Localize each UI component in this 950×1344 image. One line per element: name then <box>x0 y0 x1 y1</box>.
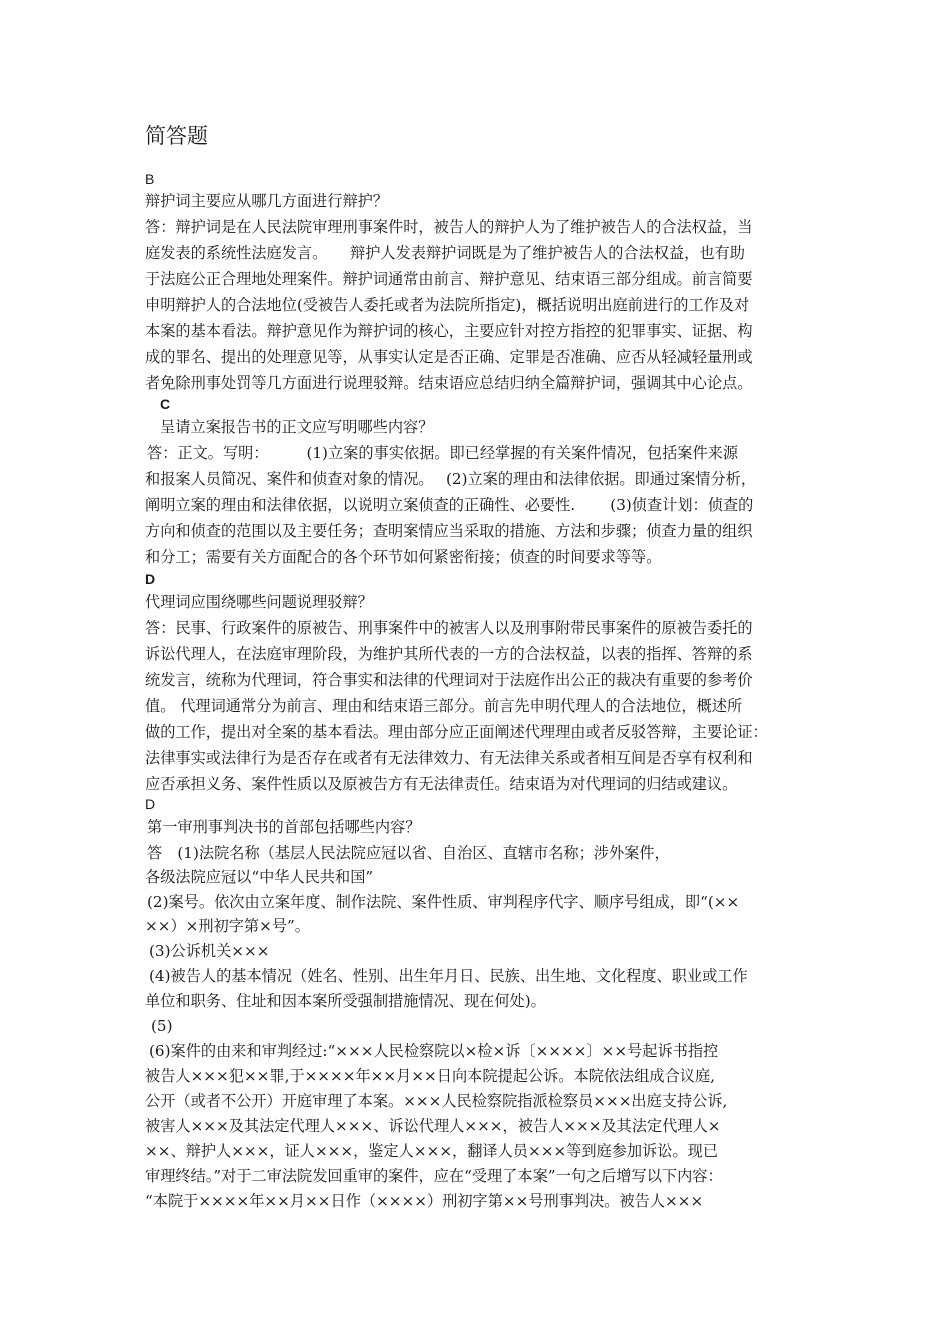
question: 辩护词主要应从哪几方面进行辩护？ <box>145 192 388 210</box>
answer-line: 被告人×××犯××罪,于××××年××月××日向本院提起公诉。本院依法组成合议庭, <box>145 1067 715 1085</box>
question: 代理词应围绕哪些问题说理驳辩？ <box>145 593 373 611</box>
question: 第一审刑事判决书的首部包括哪些内容？ <box>147 818 421 836</box>
answer-line: 各级法院应冠以“中华人民共和国” <box>145 868 374 886</box>
answer-line: (2)案号。依次由立案年度、制作法院、案件性质、审判程序代字、顺序号组成，即“(×× <box>147 893 740 911</box>
answer-line: (3)公诉机关××× <box>149 942 270 960</box>
answer-line: 答：民事、行政案件的原被告、刑事案件中的被害人以及刑事附带民事案件的原被告委托的 <box>145 619 753 637</box>
answer-line: 本案的基本看法。辩护意见作为辩护词的核心，主要应针对控方指控的犯罪事实、证据、构 <box>145 322 753 340</box>
answer-line: ××）×刑初字第×号”。 <box>145 917 310 935</box>
answer-line: “本院于××××年××月××日作（××××）刑初字第××号刑事判决。被告人××× <box>145 1192 704 1210</box>
page-title: 简答题 <box>145 124 208 148</box>
answer-line: 答 (1)法院名称（基层人民法院应冠以省、自治区、直辖市名称；涉外案件， <box>147 844 670 862</box>
answer-line: 做的工作，提出对全案的基本看法。理由部分应正面阐述代理理由或者反驳答辩，主要论证： <box>145 723 768 741</box>
answer-line: 和分工；需要有关方面配合的各个环节如何紧密衔接；侦查的时间要求等等。 <box>145 548 662 566</box>
answer-line: 审理终结。”对于二审法院发回重审的案件，应在“受理了本案”一句之后增写以下内容： <box>145 1167 723 1185</box>
answer-line: 和报案人员简况、案件和侦查对象的情况。 (2)立案的理由和法律依据。即通过案情分析， <box>145 470 757 488</box>
answer-line: 法律事实或法律行为是否存在或者有无法律效力、有无法律关系或者相互间是否享有权利和 <box>145 749 753 767</box>
answer-line: 公开（或者不公开）开庭审理了本案。×××人民检察院指派检察员×××出庭支持公诉, <box>145 1092 728 1110</box>
section-letter: D <box>145 796 156 812</box>
answer-line: (6)案件的由来和审判经过:“×××人民检察院以×检×诉〔××××〕××号起诉书指控 <box>149 1042 719 1060</box>
answer-line: ××、辩护人×××，证人×××，鉴定人×××，翻译人员×××等到庭参加诉讼。现已 <box>145 1142 719 1160</box>
section-letter: B <box>145 171 155 187</box>
answer-line: 成的罪名、提出的处理意见等，从事实认定是否正确、定罪是否准确、应否从轻减轻量刑或 <box>145 348 753 366</box>
answer-line: 应否承担义务、案件性质以及原被告方有无法律责任。结束语为对代理词的归结或建议。 <box>145 775 738 793</box>
answer-line: (5) <box>151 1017 173 1035</box>
answer-line: 庭发表的系统性法庭发言。 辩护人发表辩护词既是为了维护被告人的合法权益，也有助 <box>145 244 745 262</box>
answer-line: 答：正文。写明： (1)立案的事实依据。即已经掌握的有关案件情况，包括案件来源 <box>147 444 739 462</box>
answer-line: 者免除刑事处罚等几方面进行说理驳辩。结束语应总结归纳全篇辩护词，强调其中心论点。 <box>145 374 753 392</box>
answer-line: 统发言，统称为代理词，符合事实和法律的代理词对于法庭作出公正的裁决有重要的参考价 <box>145 671 753 689</box>
answer-line: 方向和侦查的范围以及主要任务；查明案情应当采取的措施、方法和步骤；侦查力量的组织 <box>145 522 753 540</box>
answer-line: 诉讼代理人，在法庭审理阶段，为维护其所代表的一方的合法权益，以表的指挥、答辩的系 <box>145 645 753 663</box>
answer-line: 单位和职务、住址和因本案所受强制措施情况、现在何处)。 <box>145 992 546 1010</box>
question: 呈请立案报告书的正文应写明哪些内容？ <box>160 418 434 436</box>
answer-line: 答：辩护词是在人民法院审理刑事案件时，被告人的辩护人为了维护被告人的合法权益，当 <box>145 218 753 236</box>
answer-line: 申明辩护人的合法地位(受被告人委托或者为法院所指定)，概括说明出庭前进行的工作及对 <box>145 296 750 314</box>
section-letter: C <box>160 396 171 412</box>
answer-line: 阐明立案的理由和法律依据，以说明立案侦查的正确性、必要性. (3)侦查计划：侦查的 <box>145 496 754 514</box>
answer-line: 被害人×××及其法定代理人×××、诉讼代理人×××，被告人×××及其法定代理人× <box>145 1117 721 1135</box>
section-letter: D <box>145 571 156 587</box>
answer-line: (4)被告人的基本情况（姓名、性别、出生年月日、民族、出生地、文化程度、职业或工作 <box>149 967 748 985</box>
answer-line: 于法庭公正合理地处理案件。辩护词通常由前言、辩护意见、结束语三部分组成。前言简要 <box>145 270 753 288</box>
answer-line: 值。 代理词通常分为前言、理由和结束语三部分。前言先申明代理人的合法地位，概述所 <box>145 697 743 715</box>
